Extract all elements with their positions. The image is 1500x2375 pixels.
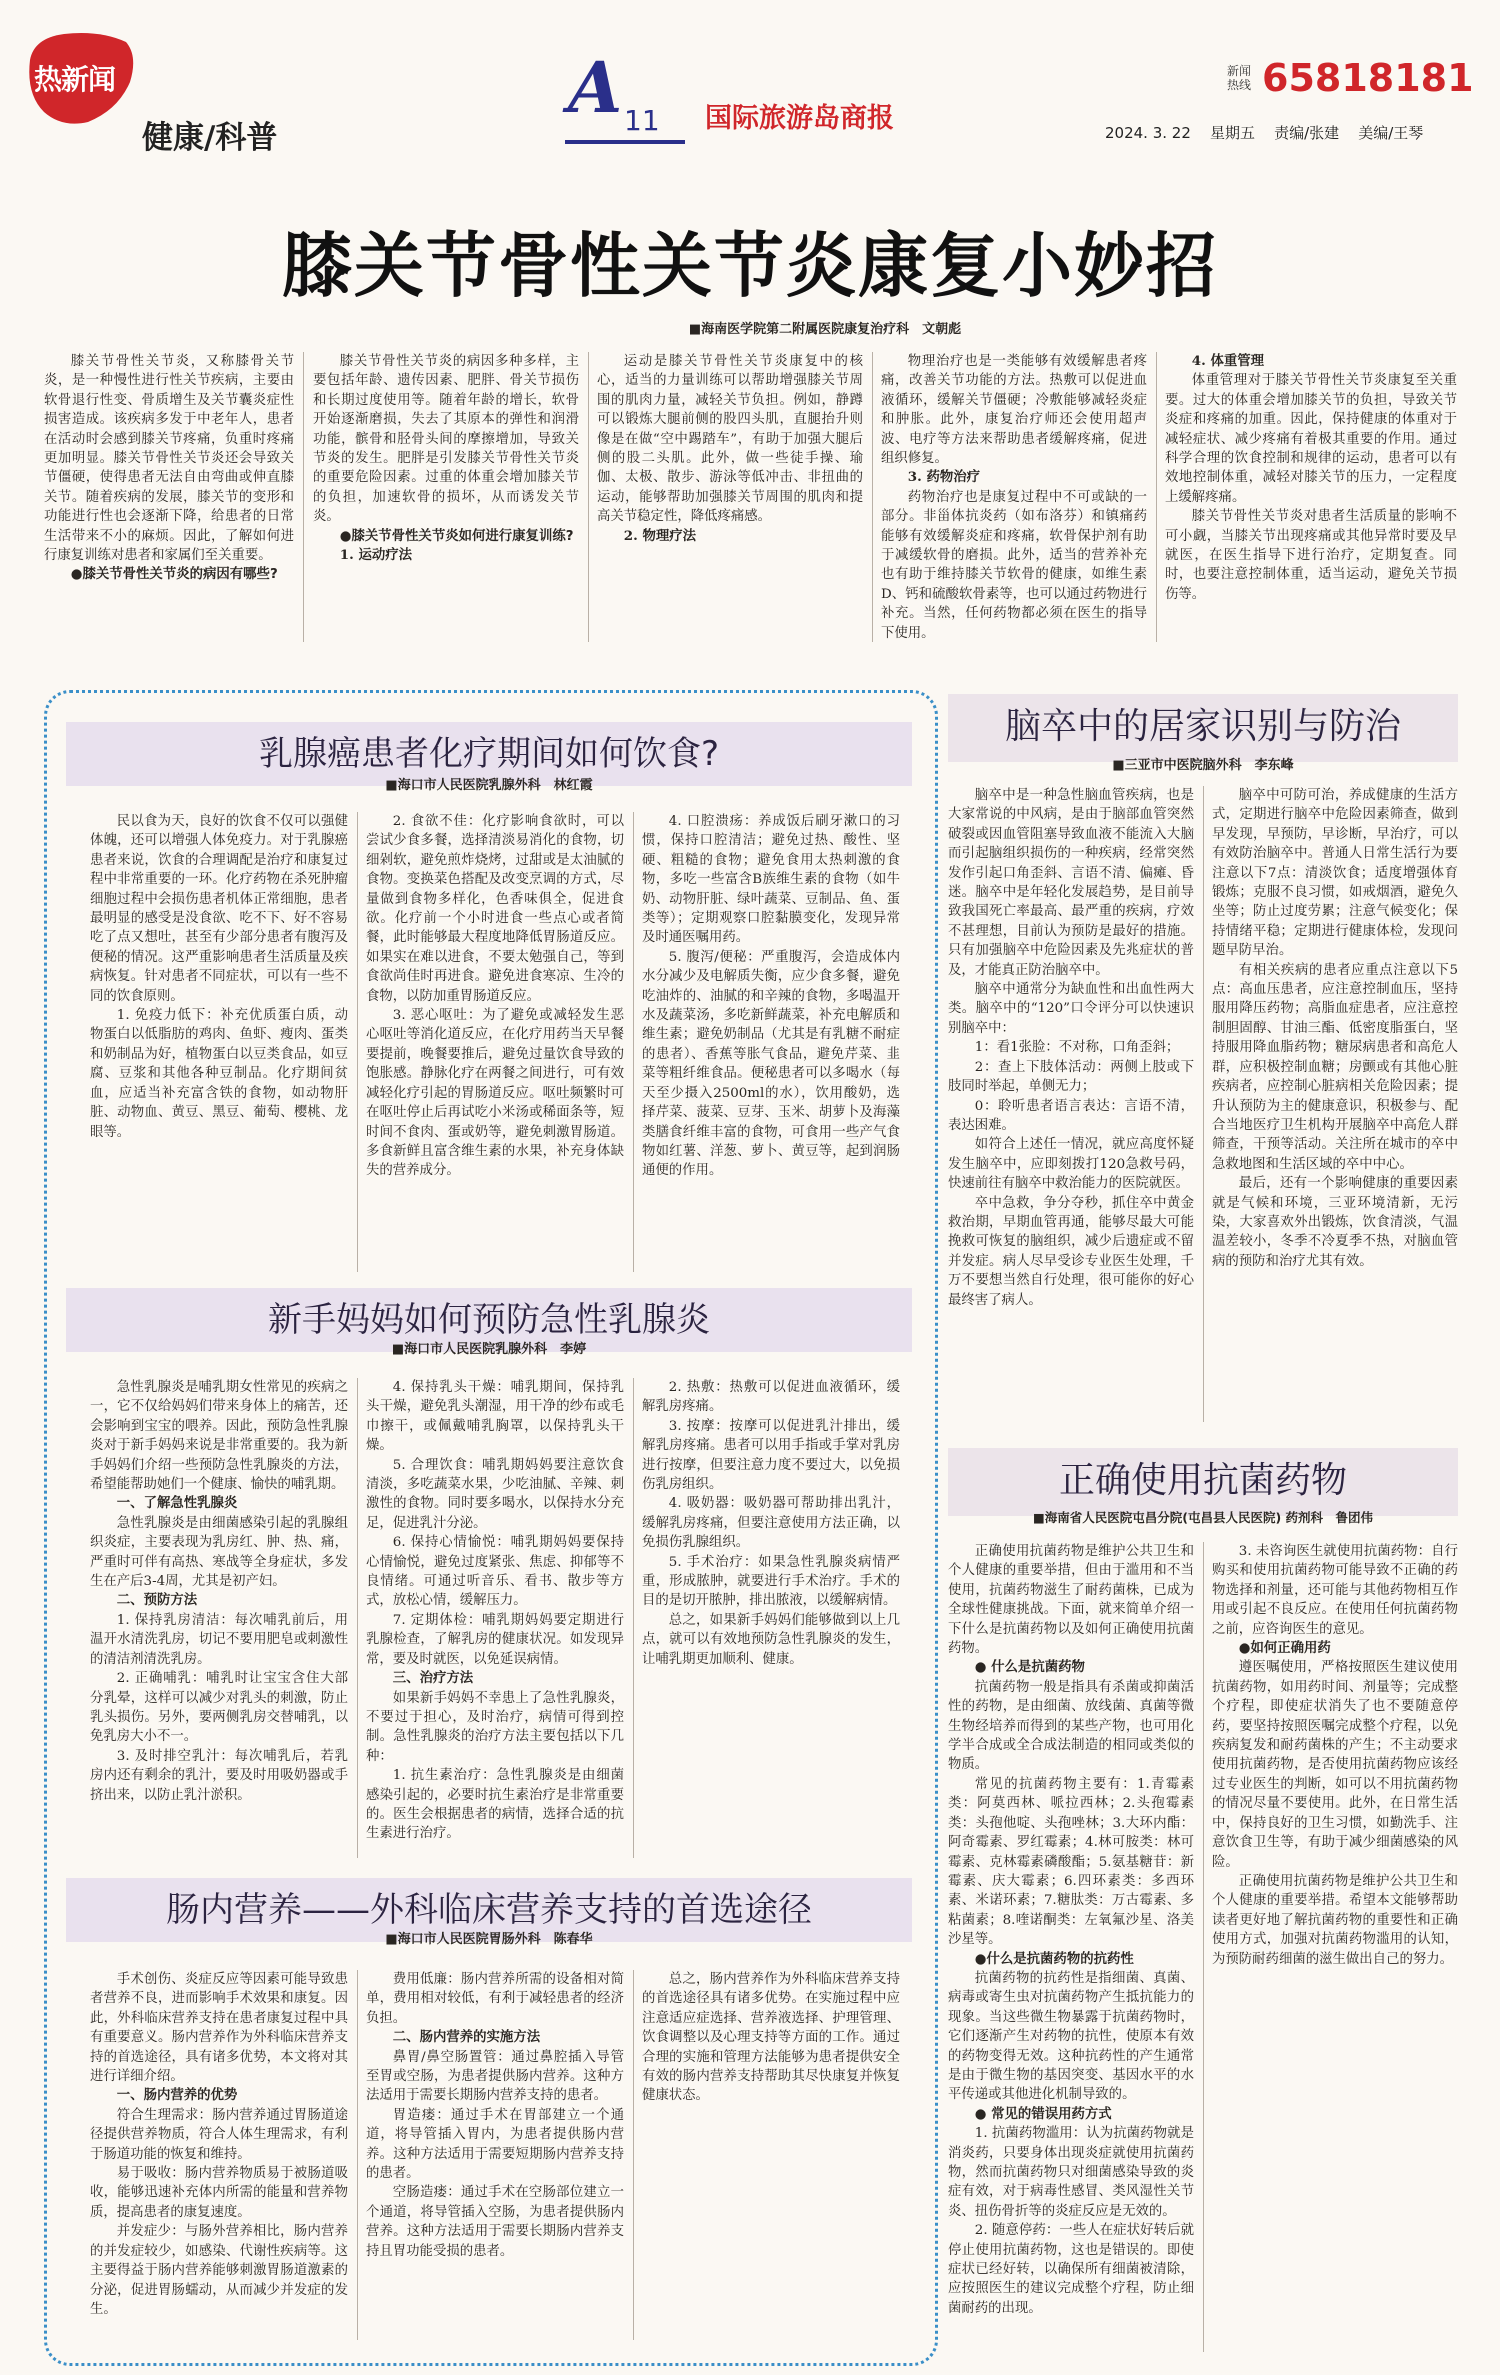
section-heading: ●什么是抗菌药物的抗药性 (974, 1951, 1134, 1967)
paragraph: 正确使用抗菌药物是维护公共卫生和个人健康的重要举措。希望本文能够帮助读者更好地了解抗菌药物的重要性和正确使用方式，加强对抗菌药物滥用的认知，为预防耐药细菌的滋生做出自己的努力。 (1212, 1873, 1458, 1967)
masthead (0, 0, 1500, 156)
lead-col-4 (881, 352, 1147, 648)
issue-date: 2024. 3. 22 (1105, 124, 1191, 142)
lead-divider (872, 352, 873, 642)
paragraph: 3. 按摩：按摩可以促进乳汁排出，缓解乳房疼痛。患者可以用手指或手掌对乳房进行按摩，但要注意力度不要过大，以免损伤乳房组织。 (642, 1418, 900, 1493)
subheading: 3. 药物治疗 (907, 469, 981, 486)
section-title: 健康/科普 (142, 120, 278, 156)
paragraph: 5. 合理饮食：哺乳期妈妈要注意饮食清淡，多吃蔬菜水果，少吃油腻、辛辣、刺激性的食物。同时要多喝水，以保持水分充足，促进乳汁分泌。 (366, 1457, 624, 1531)
paragraph: 如果新手妈妈不幸患上了急性乳腺炎，不要过于担心，及时治疗，病情可得到控制。急性乳腺炎的治疗方法主要包括以下几种： (366, 1690, 624, 1764)
paragraph: 5. 腹泻/便秘：严重腹泻，会造成体内水分减少及电解质失衡，应少食多餐，避免吃油炸的、油腻的和辛辣的食物，多喝温开水及蔬菜汤，多吃新鲜蔬菜，补充电解质和维生素；避免奶制品（尤其是有乳糖不耐症的患者）、香蕉等胀气食品，避免芹菜、韭菜等粗纤维食品。便秘患者可以多喝水（每天至少摄入2500ml的水），饮用酸奶，选择芹菜、菠菜、豆芽、玉米、胡萝卜及海藻类膳食纤维丰富的食物，可食用一些产气食物如红薯、洋葱、萝卜、黄豆等，起到润肠通便的作用。 (642, 949, 900, 1179)
antibiotic-col-1 (948, 1542, 1194, 2360)
stroke-title-bar (948, 694, 1458, 762)
paragraph: 如符合上述任一情况，就应高度怀疑发生脑卒中，应即刻拨打120急救号码，快速前往有脑卒中救治能力的医院就医。 (948, 1137, 1194, 1192)
paragraph: 5. 手术治疗：如果急性乳腺炎病情严重，形成脓肿，就要进行手术治疗。手术的目的是切开脓肿，排出脓液，以缓解病情。 (642, 1554, 900, 1609)
paragraph: 2. 随意停药：一些人在症状好转后就停止使用抗菌药物，这也是错误的。即使症状已经好转，以确保所有细菌被清除，应按照医生的建议完成整个疗程，防止细菌耐药的出现。 (948, 2223, 1194, 2316)
paragraph: 2：查上下肢体活动：两侧上肢或下肢同时举起，单侧无力； (948, 1059, 1194, 1095)
paragraph: 药物治疗也是康复过程中不可或缺的一部分。非甾体抗炎药（如布洛芬）和镇痛药能够有效缓解炎症和疼痛，软骨保护剂有助于减缓软骨的磨损。此外，适当的营养补充也有助于维持膝关节软骨的健康，如维生素D、钙和硫酸软骨素等，也可以通过药物进行补充。当然，任何药物都必须在医生的指导下使用。 (881, 489, 1147, 641)
paper-name: 国际旅游岛商报 (705, 103, 894, 134)
section-heading: ● 什么是抗菌药物 (974, 1660, 1085, 1676)
lead-col-2 (313, 352, 579, 648)
paragraph: 4. 吸奶器：吸奶器可帮助排出乳汁，缓解乳房疼痛，但要注意使用方法正确，以免损伤乳腺组织。 (642, 1496, 900, 1551)
mastitis-divider (357, 1378, 358, 1858)
lead-headline: 膝关节骨性关节炎康复小妙招 (282, 225, 1218, 307)
enteral-divider (357, 1970, 358, 2340)
paragraph: 膝关节骨性关节炎的病因多种多样，主要包括年龄、遗传因素、肥胖、骨关节损伤和长期过度使用等。随着年龄的增长，软骨开始逐渐磨损，失去了其原本的弹性和润滑功能，髌骨和胫骨头间的摩擦增加，导致关节炎的发生。肥胖是引发膝关节骨性关节炎的重要危险因素。过重的体重会增加膝关节的负担，加速软骨的损坏，从而诱发关节炎。 (313, 354, 579, 525)
issue-weekday: 星期五 (1209, 124, 1255, 142)
paragraph: 急性乳腺炎是由细菌感染引起的乳腺组织炎症，主要表现为乳房红、肿、热、痛，严重时可伴有高热、寒战等全身症状，多发生在产后3-4周，尤其是初产妇。 (90, 1515, 348, 1590)
paragraph: 脑卒中是一种急性脑血管疾病，也是大家常说的中风病，是由于脑部血管突然破裂或因血管阻塞导致血液不能流入大脑而引起脑组织损伤的一种疾病，经常突然发作引起口角歪斜、言语不清、偏瘫、昏迷。脑卒中是年轻化发展趋势，是目前导致我国死亡率最高、最严重的疾病，疗效不甚理想，目前认为预防是最好的措施。只有加强脑卒中危险因素及先兆症状的普及，才能真正防治脑卒中。 (948, 788, 1194, 978)
stroke-divider (1203, 786, 1204, 1422)
paragraph: 急性乳腺炎是哺乳期女性常见的疾病之一，它不仅给妈妈们带来身体上的痛苦，还会影响到宝宝的喂养。因此，预防急性乳腺炎对于新手妈妈来说是非常重要的。我为新手妈妈们介绍一些预防急性乳腺炎的方法，希望能帮助她们一个健康、愉快的哺乳期。 (90, 1380, 348, 1493)
paragraph: 脑卒中可防可治，养成健康的生活方式，定期进行脑卒中危险因素筛查，做到早发现，早预防，早诊断，早治疗，可以有效防治脑卒中。普通人日常生活行为要注意以下7点：清淡饮食；适度增强体育锻炼；克服不良习惯，如戒烟酒，避免久坐等；防止过度劳累；注意气候变化；保持情绪平稳；定期进行健康体检，发现问题早防早治。 (1212, 788, 1458, 959)
page-number: 11 (624, 104, 660, 137)
editor: 责编/张建 (1274, 124, 1340, 142)
paragraph: 鼻胃/鼻空肠置管：通过鼻腔插入导管至胃或空肠，为患者提供肠内营养。这种方法适用于需要长期肠内营养支持的患者。 (366, 2049, 624, 2104)
mastitis-col-1 (90, 1378, 348, 1866)
mastitis-divider (633, 1378, 634, 1858)
paragraph: 空肠造瘘：通过手术在空肠部位建立一个通道，将导管插入空肠，为患者提供肠内营养。这种方法适用于需要长期肠内营养支持且胃功能受损的患者。 (366, 2185, 624, 2259)
paragraph: 2. 热敷：热敷可以促进血液循环，缓解乳房疼痛。 (642, 1380, 900, 1415)
paragraph: 体重管理对于膝关节骨性关节炎康复至关重要。过大的体重会增加膝关节的负担，导致关节炎症和疼痛的加重。因此，保持健康的体重对于减轻症状、减少疼痛有着极其重要的作用。通过科学合理的饮食控制和规律的运动，患者可以有效地控制体重，减轻对膝关节的压力，一定程度上缓解疼痛。 (1165, 373, 1457, 505)
stroke-byline: ■三亚市中医院脑外科 李东峰 (1112, 758, 1294, 773)
paragraph: 卒中急救，争分夺秒，抓住卒中黄金救治期，早期血管再通，能够尽最大可能挽救可恢复的脑组织，减少后遗症或不留并发症。病人尽早受诊专业医生处理，千万不要想当然自行处理，很可能你的好心最终害了病人。 (948, 1195, 1194, 1308)
paragraph: 并发症少：与肠外营养相比，肠内营养的并发症较少，如感染、代谢性疾病等。这主要得益于肠内营养能够刺激胃肠道激素的分泌，促进胃肠蠕动，从而减少并发症的发生。 (90, 2224, 348, 2317)
antibiotic-title-bar (948, 1448, 1458, 1516)
hot-news-logo: 热新闻 (34, 63, 116, 96)
enteral-title: 肠内营养——外科临床营养支持的首选途径 (166, 1890, 812, 1930)
lead-divider (1156, 352, 1157, 642)
lead-col-5 (1165, 352, 1457, 648)
breast-chemo-divider (357, 812, 358, 1272)
paragraph: 膝关节骨性关节炎对患者生活质量的影响不可小觑，当膝关节出现疼痛或其他异常时要及早就医，在医生指导下进行治疗，定期复查。同时，也要注意控制体重，适当运动，避免关节损伤等。 (1165, 509, 1457, 602)
hotline-label: 新闻热线 (1227, 64, 1252, 92)
subheading: 一、了解急性乳腺炎 (116, 1495, 238, 1512)
paragraph: 正确使用抗菌药物是维护公共卫生和个人健康的重要举措，但由于滥用和不当使用，抗菌药物滋生了耐药菌株，已成为全球性健康挑战。下面，就来简单介绍一下什么是抗菌药物以及如何正确使用抗菌药物。 (948, 1544, 1194, 1657)
lead-divider (588, 352, 589, 642)
paragraph: 6. 保持心情愉悦：哺乳期妈妈要保持心情愉悦，避免过度紧张、焦虑、抑郁等不良情绪。可通过听音乐、看书、散步等方式，放松心情，缓解压力。 (366, 1535, 624, 1609)
stroke-col-1 (948, 786, 1194, 1426)
paragraph: 2. 正确哺乳：哺乳时让宝宝含住大部分乳晕，这样可以减少对乳头的刺激，防止乳头损伤。另外，要两侧乳房交替哺乳，以免乳房大小不一。 (90, 1671, 348, 1745)
lead-col-1 (44, 352, 294, 648)
masthead-rule (565, 140, 685, 144)
paragraph: 1. 免疫力低下：补充优质蛋白质，动物蛋白以低脂肪的鸡肉、鱼虾、瘦肉、蛋类和奶制品为好，植物蛋白以豆类食品，如豆腐、豆浆和其他各种豆制品。化疗期间贫血，应适当补充富含铁的食物，如动物肝脏、动物血、黄豆、黑豆、葡萄、樱桃、龙眼等。 (90, 1008, 348, 1140)
subheading: 一、肠内营养的优势 (116, 2087, 238, 2104)
breast-chemo-col-1 (90, 812, 348, 1278)
mastitis-col-2 (366, 1378, 624, 1866)
paragraph: 总之，如果新手妈妈们能够做到以上几点，就可以有效地预防急性乳腺炎的发生，让哺乳期更加顺利、健康。 (642, 1612, 900, 1667)
paragraph: 物理治疗也是一类能够有效缓解患者疼痛，改善关节功能的方法。热敷可以促进血液循环，缓解关节僵硬；冷敷能够减轻炎症和肿胀。此外，康复治疗师还会使用超声波、电疗等方法来帮助患者缓解疼痛，促进组织修复。 (881, 354, 1147, 467)
stroke-title: 脑卒中的居家识别与防治 (1004, 706, 1401, 747)
hotline-number: 65818181 (1262, 56, 1474, 100)
paragraph: 3. 恶心呕吐：为了避免或减轻发生恶心呕吐等消化道反应，在化疗用药当天早餐要提前，晚餐要推后，避免过量饮食导致的饱胀感。静脉化疗在两餐之间进行，可有效减轻化疗引起的胃肠道反应。呕吐频繁时可在呕吐停止后再试吃小米汤或稀面条等，短时间不食肉、蛋或奶等，避免刺激胃肠道。多食新鲜且富含维生素的水果，补充身体缺失的营养成分。 (366, 1008, 624, 1179)
stroke-col-2 (1212, 786, 1458, 1426)
paragraph: 易于吸收：肠内营养物质易于被肠道吸收，能够迅速补充体内所需的能量和营养物质，提高患者的康复速度。 (90, 2166, 348, 2220)
section-heading: ●膝关节骨性关节炎如何进行康复训练? (339, 528, 574, 544)
paragraph: 4. 口腔溃疡：养成饭后刷牙漱口的习惯，保持口腔清洁；避免过热、酸性、坚硬、粗糙的食物；避免食用太热刺激的食物，多吃一些富含B族维生素的食物（如牛奶、动物肝脏、绿叶蔬菜、豆制品、鱼、蛋类等）；定期观察口腔黏膜变化，发现异常及时通医嘱用药。 (642, 814, 900, 946)
paragraph: 1. 抗生素治疗：急性乳腺炎是由细菌感染引起的，必要时抗生素治疗是非常重要的。医生会根据患者的病情，选择合适的抗生素进行治疗。 (366, 1768, 624, 1842)
breast-chemo-divider (633, 812, 634, 1272)
lead-col-3 (597, 352, 863, 648)
mastitis-title: 新手妈妈如何预防急性乳腺炎 (268, 1300, 710, 1340)
section-heading: ● 常见的错误用药方式 (974, 2106, 1112, 2122)
antibiotic-col-2 (1212, 1542, 1458, 2360)
enteral-byline: ■海口市人民医院胃肠外科 陈春华 (385, 1932, 593, 1947)
breast-chemo-title: 乳腺癌患者化疗期间如何饮食? (258, 734, 720, 774)
subheading: 2. 物理疗法 (623, 527, 697, 544)
paragraph: 脑卒中通常分为缺血性和出血性两大类。脑卒中的“120”口令评分可以快速识别脑卒中： (948, 982, 1194, 1036)
paragraph: 抗菌药物一般是指具有杀菌或抑菌活性的药物，是由细菌、放线菌、真菌等微生物经培养而得到的某些产物，也可用化学半合成或全合成法制造的相同或类似的物质。 (948, 1679, 1194, 1773)
paragraph: 3. 及时排空乳汁：每次哺乳后，若乳房内还有剩余的乳汁，要及时用吸奶器或手挤出来，以防止乳汁淤积。 (90, 1748, 348, 1803)
lead-divider (303, 352, 304, 642)
enteral-col-3 (642, 1970, 900, 2344)
paragraph: 抗菌药物的抗药性是指细菌、真菌、病毒或寄生虫对抗菌药物产生抵抗能力的现象。当这些微生物暴露于抗菌药物时，它们逐渐产生对药物的抗性，使原本有效的药物变得无效。这种抗药性的产生通常是由于微生物的基因突变、基因水平的水平传递或其他进化机制导致的。 (948, 1970, 1194, 2103)
paragraph: 3. 未咨询医生就使用抗菌药物：自行购买和使用抗菌药物可能导致不正确的药物选择和剂量，还可能与其他药物相互作用或引起不良反应。在使用任何抗菌药物之前，应咨询医生的意见。 (1212, 1544, 1458, 1637)
paragraph: 4. 保持乳头干燥：哺乳期间，保持乳头干燥，避免乳头潮湿，用干净的纱布或毛巾擦干，或佩戴哺乳胸罩，以保持乳头干燥。 (366, 1380, 624, 1454)
paragraph: 费用低廉：肠内营养所需的设备相对简单，费用相对较低，有利于减轻患者的经济负担。 (366, 1972, 624, 2026)
section-heading: ●如何正确用药 (1238, 1641, 1331, 1657)
paragraph: 手术创伤、炎症反应等因素可能导致患者营养不良，进而影响手术效果和康复。因此，外科临床营养支持在患者康复过程中具有重要意义。肠内营养作为外科临床营养支持的首选途径，具有诸多优势，本文将对其进行详细介绍。 (90, 1972, 348, 2085)
paragraph: 常见的抗菌药物主要有：1.青霉素类：阿莫西林、哌拉西林；2.头孢霉素类：头孢他啶、头孢唑林；3.大环内酯：阿奇霉素、罗红霉素；4.林可胺类：林可霉素、克林霉素磷酸酯；5.氨基糖苷：新霉素、庆大霉素；6.四环素类：多西环素、米诺环素；7.糖肽类：万古霉素、多粘菌素；8.喹诺酮类：左氧氟沙星、洛美沙星等。 (948, 1776, 1194, 1948)
subheading: 二、肠内营养的实施方法 (392, 2029, 541, 2046)
enteral-col-2 (366, 1970, 624, 2344)
antibiotic-title: 正确使用抗菌药物 (1058, 1460, 1347, 1501)
mastitis-col-3 (642, 1378, 900, 1866)
antibiotic-byline: ■海南省人民医院屯昌分院(屯昌县人民医院) 药剂科 鲁团伟 (1032, 1510, 1374, 1525)
paragraph: 0：聆听患者语言表达：言语不清，表达困难。 (948, 1098, 1194, 1133)
paragraph: 有相关疾病的患者应重点注意以下5点：高血压患者，应注意控制血压，坚持服用降压药物；高脂血症患者，应注意控制胆固醇、甘油三酯、低密度脂蛋白，坚持服用降血脂药物；糖尿病患者和高危人群，应积极控制血糖；房颤或有其他心脏疾病者，应控制心脏病相关危险因素；提升认预防为主的健康意识，积极参与、配合当地医疗卫生机构开展脑卒中高危人群筛查，干预等活动。关注所在城市的卒中急救地图和生活区域的卒中中心。 (1212, 962, 1458, 1172)
paragraph: 民以食为天，良好的饮食不仅可以强健体魄，还可以增强人体免疫力。对于乳腺癌患者来说，饮食的合理调配是治疗和康复过程中非常重要的一环。化疗药物在杀死肿瘤细胞过程中会损伤患者机体正常细胞，患者最明显的感受是没食欲、吃不下、好不容易吃了点又想吐，甚至有少部分患者有腹泻及便秘的情况。这严重影响患者生活质量及疾病恢复。针对患者不同症状，可以有一些不同的饮食原则。 (90, 814, 348, 1004)
paragraph: 总之，肠内营养作为外科临床营养支持的首选途径具有诸多优势。在实施过程中应注意适应症选择、营养液选择、护理管理、饮食调整以及心理支持等方面的工作。通过合理的实施和管理方法能够为患者提供安全有效的肠内营养支持帮助其尽快康复并恢复健康状态。 (642, 1972, 900, 2104)
paragraph: 胃造瘘：通过手术在胃部建立一个通道，将导管插入胃内，为患者提供肠内营养。这种方法适用于需要短期肠内营养支持的患者。 (366, 2107, 624, 2182)
subheading: 三、治疗方法 (392, 1670, 474, 1687)
designer: 美编/王琴 (1358, 124, 1424, 142)
paragraph: 最后，还有一个影响健康的重要因素就是气候和环境，三亚环境清新，无污染，大家喜欢外出锻炼，饮食清淡，气温温差较小，冬季不冷夏季不热，对脑血管病的预防和治疗尤其有效。 (1212, 1176, 1458, 1269)
page-letter: A (568, 46, 623, 129)
breast-chemo-col-3 (642, 812, 900, 1278)
section-heading: ●膝关节骨性关节炎的病因有哪些? (70, 567, 278, 583)
paragraph: 1. 保持乳房清洁：每次哺乳前后，用温开水清洗乳房，切记不要用肥皂或刺激性的清洁剂清洗乳房。 (90, 1612, 348, 1667)
paragraph: 2. 食欲不佳：化疗影响食欲时，可以尝试少食多餐，选择清淡易消化的食物，切细剁软，避免煎炸烧烤，过甜或是太油腻的食物。变换菜色搭配及改变烹调的方式，尽量做到食物多样化，色香味俱全，促进食欲。化疗前一个小时进食一些点心或者简餐，此时能够最大程度地降低胃肠道反应。如果实在难以进食，不要太勉强自己，等到食欲尚佳时再进食。避免进食寒凉、生冷的食物，以防加重胃肠道反应。 (366, 814, 624, 1004)
paragraph: 1. 抗菌药物滥用：认为抗菌药物就是消炎药，只要身体出现炎症就使用抗菌药物，然而抗菌药物只对细菌感染导致的炎症有效，对于病毒性感冒、类风湿性关节炎、扭伤骨折等的炎症反应是无效的。 (948, 2126, 1194, 2219)
antibiotic-divider (1203, 1542, 1204, 2352)
subheading: 4. 体重管理 (1191, 353, 1265, 369)
paragraph: 符合生理需求：肠内营养通过胃肠道途径提供营养物质，符合人体生理需求，有利于肠道功能的恢复和维持。 (90, 2107, 348, 2162)
paragraph: 遵医嘱使用，严格按照医生建议使用抗菌药物，如用药时间、剂量等；完成整个疗程，即使症状消失了也不要随意停药，要坚持按照医嘱完成整个疗程，以免疾病复发和耐药菌株的产生；不主动要求使用抗菌药物，是否使用抗菌药物应该经过专业医生的判断，如可以不用抗菌药物的情况尽量不要使用。此外，在日常生活中，保持良好的卫生习惯，如勤洗手、注意饮食卫生等，有助于减少细菌感染的风险。 (1212, 1660, 1458, 1870)
lead-byline: ■海南医学院第二附属医院康复治疗科 文朝彪 (688, 322, 962, 337)
breast-chemo-col-2 (366, 812, 624, 1278)
paragraph: 7. 定期体检：哺乳期妈妈要定期进行乳腺检查，了解乳房的健康状况。如发现异常，要及时就医，以免延误病情。 (366, 1612, 624, 1667)
subheading: 二、预防方法 (116, 1592, 198, 1609)
enteral-col-1 (90, 1970, 348, 2344)
enteral-divider (633, 1970, 634, 2340)
subheading: 1. 运动疗法 (339, 547, 413, 564)
breast-chemo-byline: ■海口市人民医院乳腺外科 林红霞 (385, 778, 593, 793)
mastitis-byline: ■海口市人民医院乳腺外科 李婷 (391, 1342, 587, 1357)
paragraph: 运动是膝关节骨性关节炎康复中的核心，适当的力量训练可以帮助增强膝关节周围的肌肉力量，减轻关节负担。例如，静蹲可以锻炼大腿前侧的股四头肌，直腿抬升则像是在做“空中踢踏车”，有助于加强大腿后侧的股二头肌。此外，做一些徒手操、瑜伽、太极、散步、游泳等低冲击、非扭曲的运动，能够帮助加强膝关节周围的肌肉和提高关节稳定性，降低疼痛感。 (597, 354, 863, 525)
paragraph: 1：看1张脸：不对称，口角歪斜； (974, 1040, 1180, 1056)
paragraph: 膝关节骨性关节炎，又称膝骨关节炎，是一种慢性进行性关节疾病，主要由软骨退行性变、骨质增生及关节囊炎症性损害造成。该疾病多发于中老年人，患者在活动时会感到膝关节疼痛，负重时疼痛更加明显。膝关节骨性关节炎还会导致关节僵硬，使得患者无法自由弯曲或伸直膝关节。随着疾病的发展，膝关节的变形和功能进行性也会逐渐下降，给患者的日常生活带来不小的麻烦。因此，了解如何进行康复训练对患者和家属们至关重要。 (44, 354, 294, 564)
issue-info (1105, 122, 1423, 143)
